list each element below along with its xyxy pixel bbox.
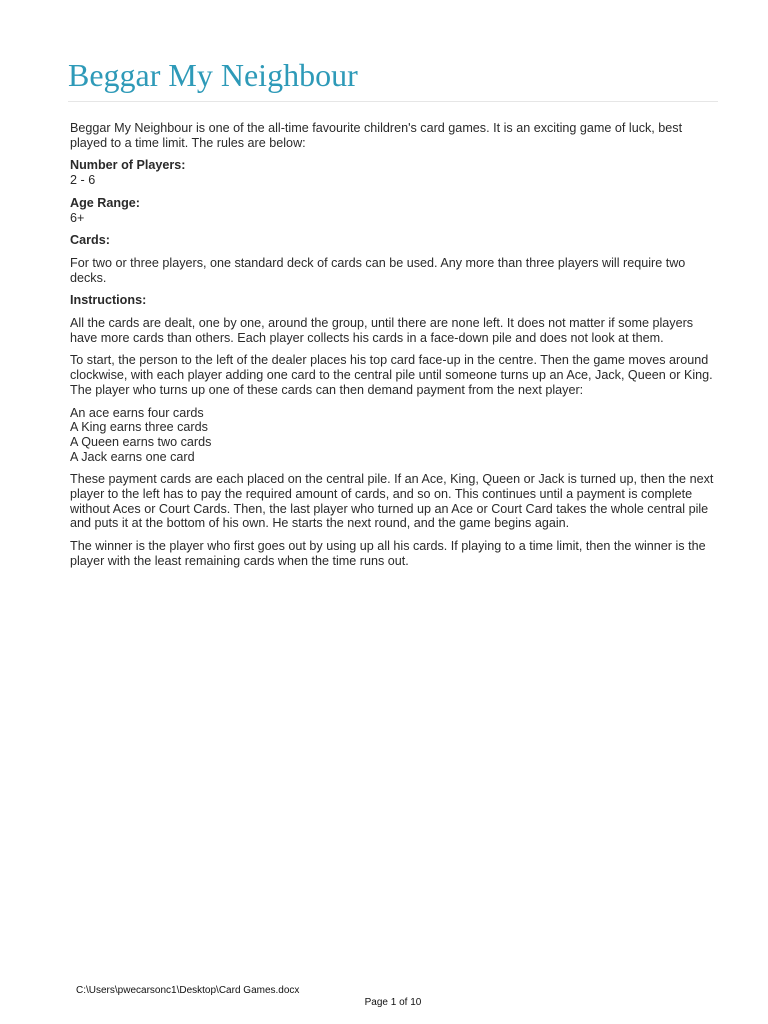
payment-item: A Jack earns one card bbox=[70, 449, 195, 464]
cards-paragraph: For two or three players, one standard deck of cards can be used. Any more than three players will require two decks. bbox=[70, 255, 686, 285]
payment-list bbox=[70, 406, 720, 465]
intro-paragraph: Beggar My Neighbour is one of the all-time favourite children's card games. It is an exciting game of luck, best played to a time limit. The rules are below: bbox=[70, 121, 683, 150]
age-heading: Age Range: bbox=[70, 195, 140, 210]
closing-paragraph: The winner is the player who first goes out by using up all his cards. If playing to a time limit, then the winner is the player with the least remaining cards when the time runs out. bbox=[70, 539, 706, 568]
title-divider bbox=[68, 101, 718, 102]
closing-paragraph: These payment cards are each placed on the central pile. If an Ace, King, Queen or Jack is turned up, then the next player to the left has to pay the required amount of cards, and so on. This continues until a payment is complete without Aces or Court Cards. Then, the last player who turned up an Ace or Court Card takes the whole central pile and puts it at the bottom of his own. He starts the next round, and the game begins again. bbox=[70, 472, 714, 531]
footer-file-path: C:\Users\pwecarsonc1\Desktop\Card Games.docx bbox=[76, 985, 300, 996]
age-value: 6+ bbox=[70, 210, 85, 225]
payment-item: A Queen earns two cards bbox=[70, 434, 212, 449]
document-body bbox=[70, 121, 720, 577]
instructions-paragraph: To start, the person to the left of the dealer places his top card face-up in the centre. Then the game moves around clockwise, with each player adding one card to the central pile until someone turns up an Ace, Jack, Queen or King. The player who turns up one of these cards can then demand payment from the next player: bbox=[70, 353, 713, 397]
instructions-paragraph: All the cards are dealt, one by one, around the group, until there are none left. It does not matter if some players have more cards than others. Each player collects his cards in a face-down pile and does not look at them. bbox=[70, 316, 694, 345]
payment-item: An ace earns four cards bbox=[70, 405, 204, 420]
players-heading: Number of Players: bbox=[70, 158, 186, 173]
players-value: 2 - 6 bbox=[70, 173, 96, 188]
page-title: Beggar My Neighbour bbox=[68, 57, 358, 93]
footer-page-number: Page 1 of 10 bbox=[364, 997, 422, 1008]
cards-heading: Cards: bbox=[70, 233, 110, 248]
payment-item: A King earns three cards bbox=[70, 420, 208, 435]
instructions-heading: Instructions: bbox=[70, 293, 147, 308]
